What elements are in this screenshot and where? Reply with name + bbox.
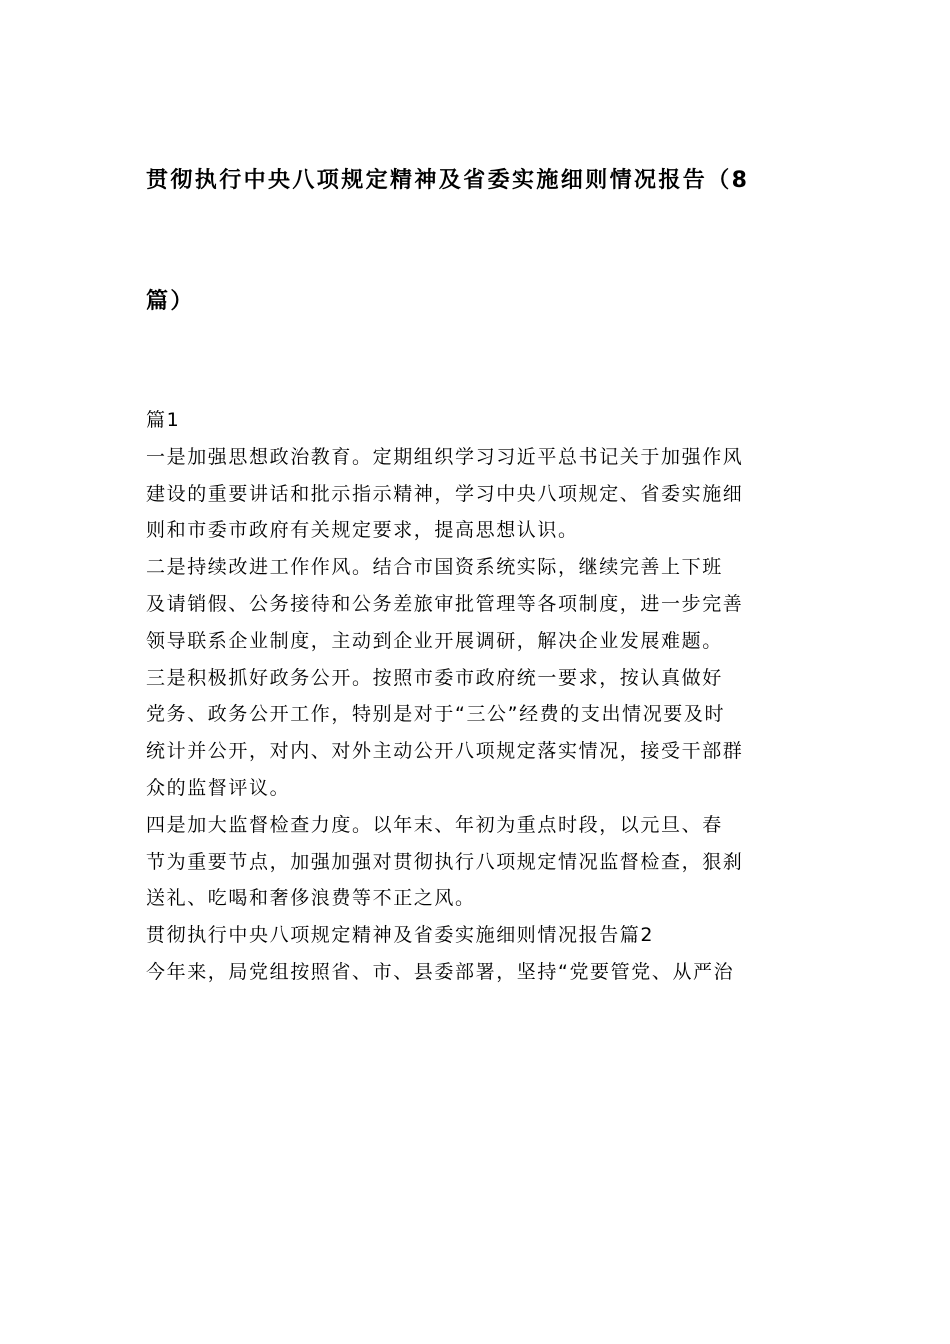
document-title-line-2: 篇） bbox=[146, 289, 195, 314]
body-line: 送礼、吃喝和奢侈浪费等不正之风。 bbox=[146, 887, 476, 910]
body-line: 建设的重要讲话和批示指示精神，学习中央八项规定、省委实施细 bbox=[146, 482, 744, 505]
body-line: 四是加大监督检查力度。以年末、年初为重点时段，以元旦、春 bbox=[146, 813, 723, 836]
body-line: 一是加强思想政治教育。定期组织学习习近平总书记关于加强作风 bbox=[146, 445, 744, 468]
body-line: 统计并公开，对内、对外主动公开八项规定落实情况，接受干部群 bbox=[146, 740, 744, 763]
section-heading-1: 篇1 bbox=[146, 409, 181, 431]
body-line: 及请销假、公务接待和公务差旅审批管理等各项制度，进一步完善 bbox=[146, 592, 744, 615]
body-line: 党务、政务公开工作，特别是对于“三公”经费的支出情况要及时 bbox=[146, 703, 726, 726]
body-line: 今年来，局党组按照省、市、县委部署，坚持“党要管党、从严治 bbox=[146, 960, 735, 983]
body-line: 二是持续改进工作作风。结合市国资系统实际，继续完善上下班 bbox=[146, 556, 723, 579]
section-heading-2: 贯彻执行中央八项规定精神及省委实施细则情况报告篇2 bbox=[146, 924, 655, 947]
document-title-line-1: 贯彻执行中央八项规定精神及省委实施细则情况报告（8 bbox=[146, 168, 750, 193]
body-line: 众的监督评议。 bbox=[146, 776, 291, 799]
body-line: 则和市委市政府有关规定要求，提高思想认识。 bbox=[146, 519, 579, 542]
body-line: 节为重要节点，加强加强对贯彻执行八项规定情况监督检查，狠刹 bbox=[146, 850, 744, 873]
body-line: 领导联系企业制度，主动到企业开展调研，解决企业发展难题。 bbox=[146, 629, 723, 652]
document-body bbox=[146, 402, 826, 991]
body-line: 三是积极抓好政务公开。按照市委市政府统一要求，按认真做好 bbox=[146, 666, 723, 689]
